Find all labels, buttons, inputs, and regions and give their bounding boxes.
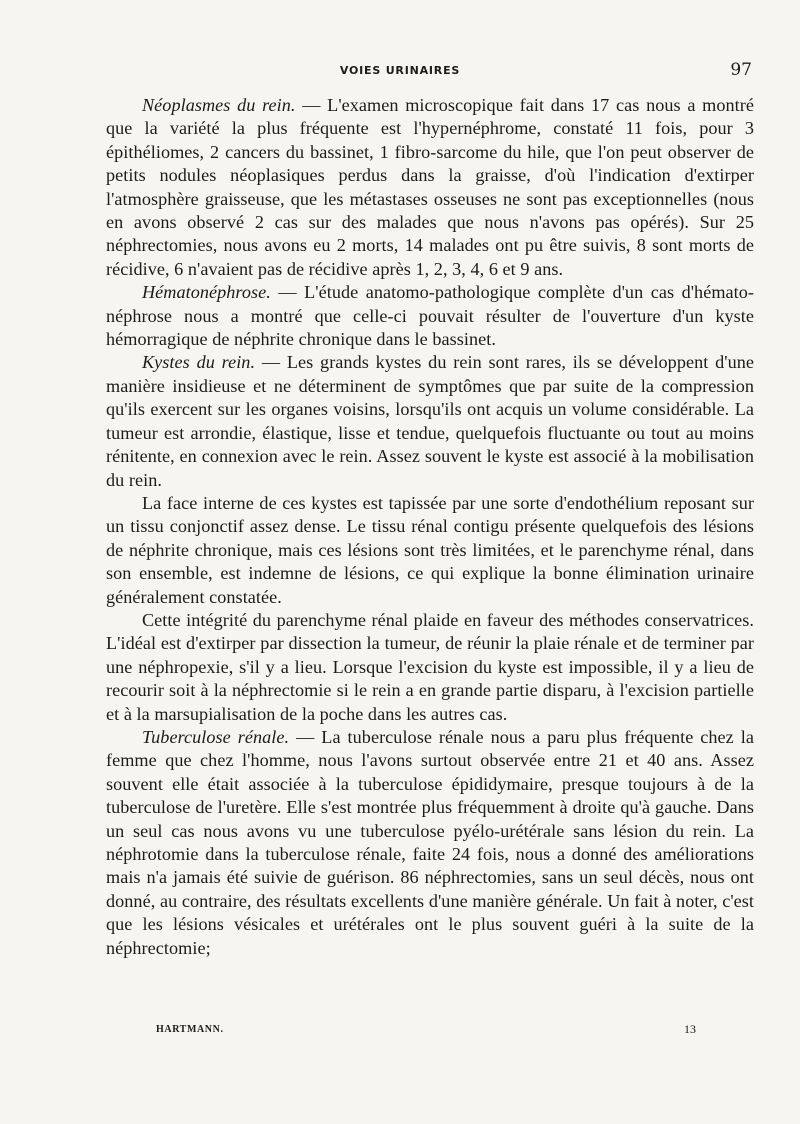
page-number: 97	[730, 60, 752, 80]
paragraph-face-interne	[106, 492, 754, 609]
paragraph-text: — L'examen microscopique fait dans 17 cas nous a montré que la variété la plus fréquente est l'hypernéphrome, constaté 11 fois, pour 3 épithéliomes, 2 cancers du bassinet, 1 fibro-sarcome du hile, que l'on peut observer de petits nodules néoplasiques perdus dans la graisse, d'où l'indication d'extirper l'atmosphère graisseuse, que les métastases osseuses ne sont pas exceptionnelles (nous en avons observé 2 cas sur des malades que nous n'avons pas opérés). Sur 25 néphrectomies, nous avons eu 2 morts, 14 malades ont pu être suivis, 8 sont morts de récidive, 6 n'avaient pas de récidive après 1, 2, 3, 4, 6 et 9 ans.	[106, 95, 754, 279]
paragraph-text: Cette intégrité du parenchyme rénal plaide en faveur des méthodes conservatrices. L'idéal est d'extirper par dissection la tumeur, de réunir la plaie rénale et de terminer par une néphropexie, s'il y a lieu. Lorsque l'excision du kyste est impossible, il y a lieu de recourir soit à la néphrectomie si le rein a en grande partie disparu, à l'excision partielle et à la marsupialisation de la poche dans les autres cas.	[106, 609, 754, 724]
paragraph-neoplasmes	[106, 94, 754, 281]
paragraph-text: — La tuberculose rénale nous a paru plus fréquente chez la femme que chez l'homme, nous l'avons surtout observée entre 21 et 40 ans. Assez souvent elle était associée à la tuberculose épididymaire, presque toujours à de la tuberculose de l'uretère. Elle s'est montrée plus fréquemment à droite qu'à gauche. Dans un seul cas nous avons vu une tuberculose pyélo-urétérale sans lésion du rein. La néphrotomie dans la tuberculose rénale, faite 24 fois, nous a donné des améliorations mais n'a jamais été suivie de guérison. 86 néphrectomies, sans un seul décès, nous ont donné, au contraire, des résultats excellents d'une manière générale. Un fait à noter, c'est que les lésions vésicales et urétérales ont le plus souvent guéri à la suite de la néphrectomie;	[106, 726, 754, 958]
paragraph-tuberculose	[106, 726, 754, 960]
paragraph-text: La face interne de ces kystes est tapissée par une sorte d'endothélium reposant sur un tissu conjonctif assez dense. Le tissu rénal contigu présente quelquefois des lésions de néphrite chronique, mais ces lésions sont très limitées, et le parenchyme rénal, dans son ensemble, est indemne de lésions, ce qui explique la bonne élimination urinaire généralement constatée.	[106, 492, 754, 607]
paragraph-kystes	[106, 351, 754, 491]
running-head	[0, 62, 800, 82]
paragraph-hematonephrose	[106, 281, 754, 351]
signature-mark: HARTMANN.	[156, 1024, 224, 1035]
running-title: VOIES URINAIRES	[339, 64, 461, 77]
paragraph-text: — Les grands kystes du rein sont rares, ils se développent d'une manière insidieuse et ne déterminent de symptômes que par suite de la compression qu'ils exercent sur les organes voisins, lorsqu'ils ont acquis un volume considérable. La tumeur est arrondie, élastique, lisse et tendue, quelquefois fluctuante ou tout au moins rénitente, en connexion avec le rein. Assez souvent le kyste est associé à la mobilisation du rein.	[106, 352, 755, 490]
paragraph-text: — L'étude anatomo-pathologique complète d'un cas d'hémato-néphrose nous a montré que celle-ci pouvait résulter de l'ouverture d'un kyste hémorragique de néphrite chronique dans le bassinet.	[106, 282, 754, 350]
section-lead: Néoplasmes du rein.	[142, 95, 296, 115]
page-footer	[0, 1024, 800, 1044]
body-text	[106, 94, 754, 960]
paragraph-integrite	[106, 609, 754, 726]
section-lead: Kystes du rein.	[142, 352, 256, 373]
section-lead: Hématonéphrose.	[142, 282, 271, 303]
sheet-number: 13	[684, 1022, 696, 1036]
section-lead: Tuberculose rénale.	[142, 726, 290, 747]
